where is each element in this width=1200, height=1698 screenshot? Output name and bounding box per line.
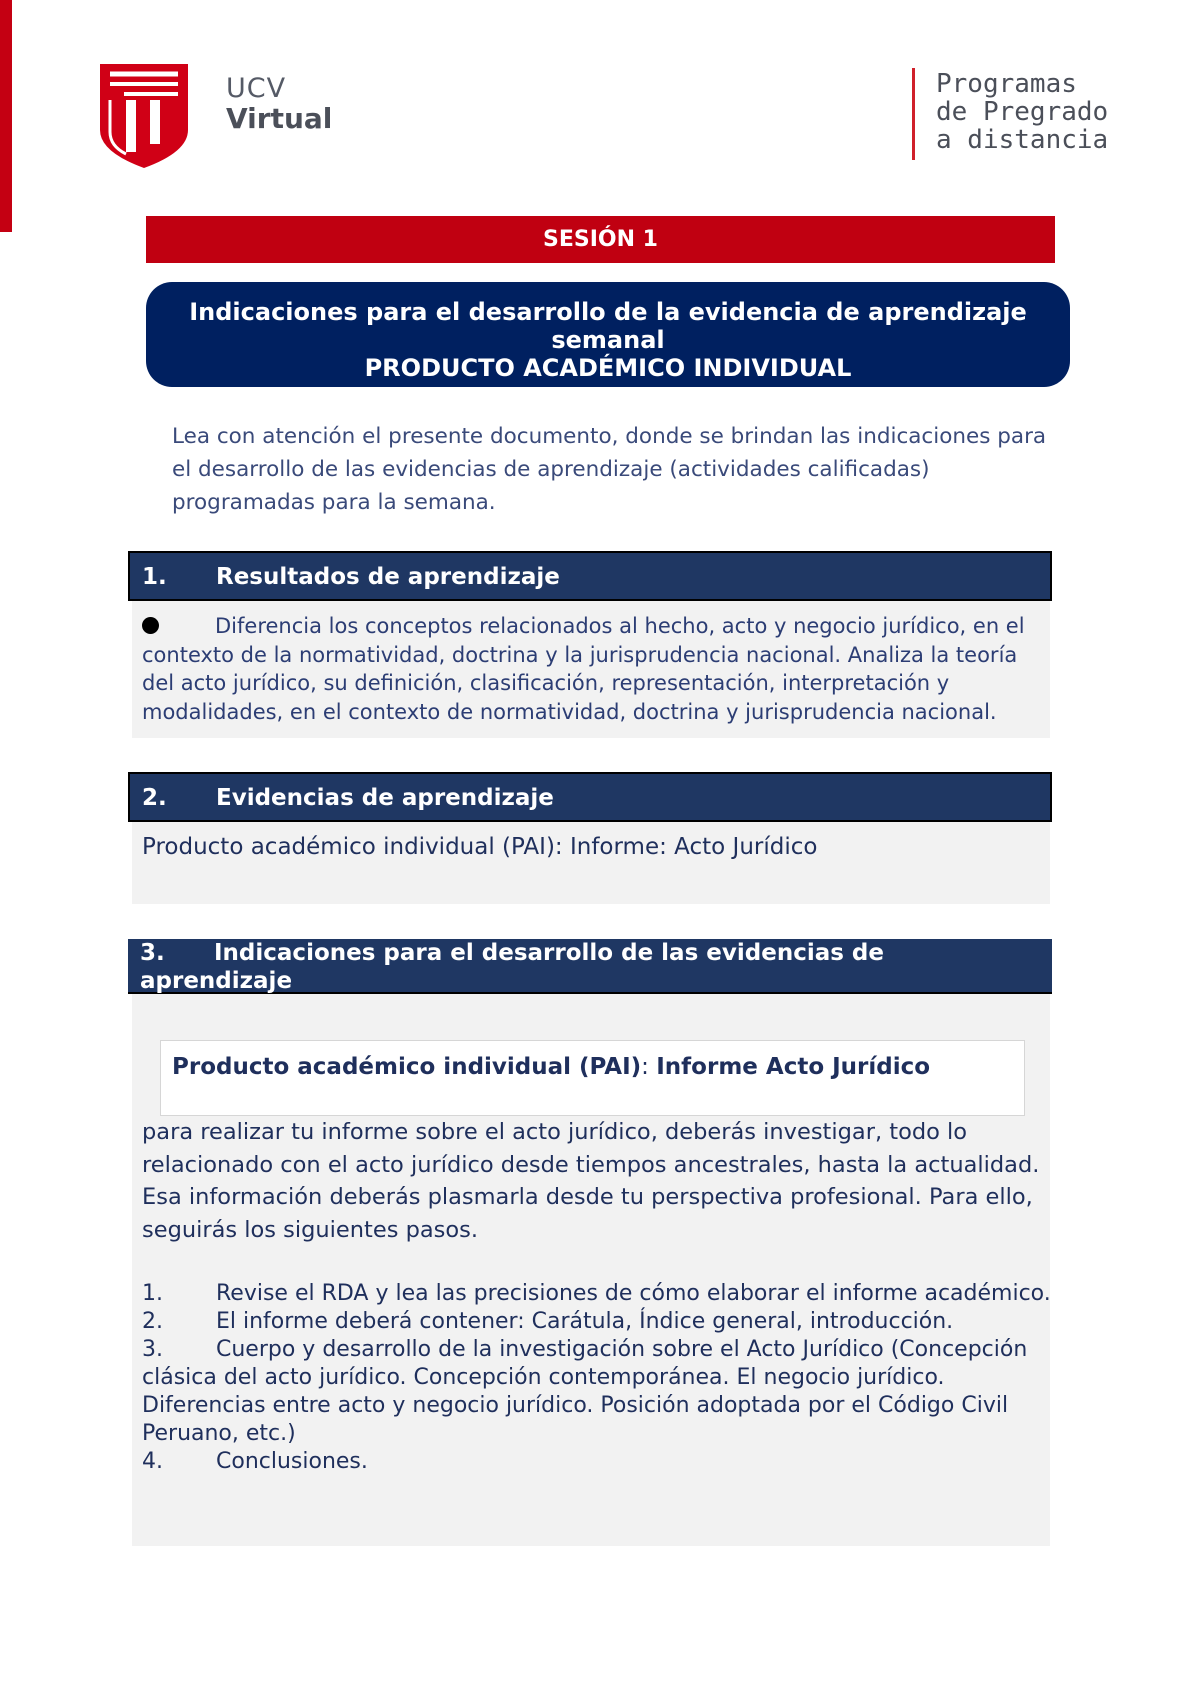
logo-virtual-text: Virtual: [226, 102, 333, 135]
ucv-shield-logo: [96, 60, 192, 170]
title-line-3: PRODUCTO ACADÉMICO INDIVIDUAL: [364, 354, 852, 382]
step-text: El informe deberá contener: Carátula, Índice general, introducción.: [216, 1309, 954, 1334]
pai-separator: :: [641, 1054, 657, 1080]
page-edge-strip: [0, 0, 12, 232]
list-item: [142, 1448, 1057, 1476]
step-number: 1.: [142, 1281, 163, 1306]
bullet-icon: [142, 617, 159, 634]
pai-label: Producto académico individual (PAI): [172, 1054, 642, 1080]
steps-list: [142, 1280, 1057, 1476]
evidence-text: Producto académico individual (PAI): Informe: Acto Jurídico: [142, 834, 818, 860]
step-text: Revise el RDA y lea las precisiones de cómo elaborar el informe académico.: [216, 1281, 1051, 1306]
pai-value: Informe Acto Jurídico: [656, 1054, 931, 1080]
list-item: [142, 1308, 1057, 1336]
session-bar: [146, 216, 1055, 263]
step-text: Cuerpo y desarrollo de la investigación sobre el Acto Jurídico (Concepción: [216, 1337, 1028, 1362]
step-number: 3.: [142, 1337, 163, 1362]
section-number: 3.: [140, 940, 165, 966]
title-line-2: semanal: [551, 326, 665, 354]
logo-wordmark: [226, 74, 332, 134]
step-text: Conclusiones.: [216, 1449, 368, 1474]
programs-label: [936, 70, 1108, 154]
section-title: [140, 939, 1040, 995]
pai-box-text: [172, 1054, 930, 1080]
section-number: 2.: [142, 785, 167, 811]
learning-outcome-text: Diferencia los conceptos relacionados al hecho, acto y negocio jurídico, en el contexto de la normatividad, doctrina y la jurisprudencia nacional. Analiza la teoría del acto jurídico, su definición, clasificación, representación, interpretación y modalidades, en el contexto de normatividad, doctrina y jurisprudencia nacional.: [142, 614, 1025, 724]
section-title: Resultados de aprendizaje: [216, 564, 560, 590]
section-2-header: [128, 772, 1052, 822]
instructions-paragraph: para realizar tu informe sobre el acto jurídico, deberás investigar, todo lo relacionado con el acto jurídico desde tiempos ancestrales, hasta la actualidad. Esa información deberás plasmarla desde tu perspectiva profesional. Para ello, seguirás los siguientes pasos.: [142, 1119, 1040, 1243]
step-number: 2.: [142, 1309, 163, 1334]
session-label: SESIÓN 1: [543, 227, 658, 252]
document-title-banner: [146, 282, 1070, 387]
section-number: 1.: [142, 564, 167, 590]
section-3-header: [128, 939, 1052, 994]
step-text: clásica del acto jurídico. Concepción contemporánea. El negocio jurídico. Diferencias entre acto y negocio jurídico. Posición adoptada por el Código Civil Peruano, etc.): [142, 1365, 1009, 1446]
header-divider: [912, 68, 915, 160]
logo-ucv-text: UCV: [226, 73, 287, 104]
list-item: [142, 1364, 1057, 1448]
learning-outcome: [142, 612, 1042, 726]
programs-line: de Pregrado: [936, 97, 1109, 127]
section-title: Evidencias de aprendizaje: [216, 785, 554, 811]
title-line-1: Indicaciones para el desarrollo de la evidencia de aprendizaje: [189, 298, 1027, 326]
programs-line: a distancia: [936, 125, 1109, 155]
programs-line: Programas: [936, 69, 1077, 99]
section-1-header: [128, 551, 1052, 601]
intro-paragraph: Lea con atención el presente documento, donde se brindan las indicaciones para el desarrollo de las evidencias de aprendizaje (actividades calificadas) programadas para la semana.: [172, 424, 1047, 515]
list-item: [142, 1280, 1057, 1308]
section-title-text: Indicaciones para el desarrollo de las evidencias de aprendizaje: [140, 940, 884, 994]
list-item: [142, 1336, 1057, 1364]
step-number: 4.: [142, 1449, 163, 1474]
